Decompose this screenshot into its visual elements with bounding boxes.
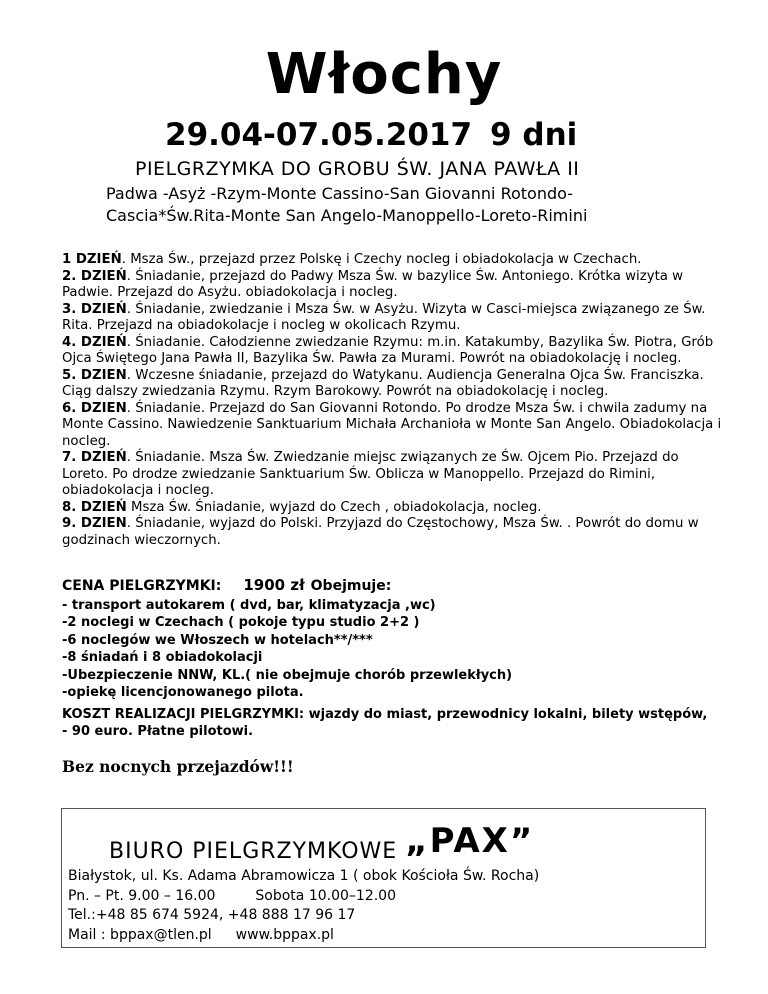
includes-item: -opiekę licencjonowanego pilota. xyxy=(62,685,304,700)
day-label: 5. DZIEN xyxy=(62,367,127,383)
itinerary-day xyxy=(62,252,722,269)
day-label: 8. DZIEŃ xyxy=(62,499,127,515)
day-label: 3. DZIEŃ xyxy=(62,301,127,317)
includes-label: Obejmuje: xyxy=(310,578,392,594)
route-line-1: Padwa -Asyż -Rzym-Monte Cassino-San Giovanni Rotondo- xyxy=(106,184,573,203)
pricing-section xyxy=(62,577,722,702)
day-text: . Śniadanie. Całodzienne zwiedzanie Rzymu: m.in. Katakumby, Bazylika Św. Piotra, Grób Ojca Świętego Jana Pawła II, Bazylika Św. Pawła za Murami. Powrót na obiadokolację i nocleg. xyxy=(62,334,714,366)
day-label: 6. DZIEN xyxy=(62,400,127,416)
price-label: CENA PIELGRZYMKI: xyxy=(62,578,222,594)
itinerary-day xyxy=(62,500,722,517)
itinerary-day xyxy=(62,302,722,335)
day-label: 2. DZIEŃ xyxy=(62,268,127,284)
itinerary-day xyxy=(62,269,722,302)
pilgrimage-subtitle: PIELGRZYMKA DO GROBU ŚW. JANA PAWŁA II xyxy=(135,158,580,180)
day-text: . Śniadanie, przejazd do Padwy Msza Św. w bazylice Św. Antoniego. Krótka wizyta w Padwie. Przejazd do Asyżu. obiadokolacja i nocleg. xyxy=(62,268,684,300)
day-text: . Śniadanie, zwiedzanie i Msza Św. w Asyżu. Wizyta w Casci-miejsca związanego ze Św. Rita. Przejazd na obiadokolacje i nocleg w okolicach Rzymu. xyxy=(62,301,706,333)
route-line-2: Cascia*Św.Rita-Monte San Angelo-Manoppello-Loreto-Rimini xyxy=(106,206,588,225)
costs-line-2: - 90 euro. Płatne pilotowi. xyxy=(62,724,254,739)
day-label: 7. DZIEŃ xyxy=(62,450,127,465)
day-text: . Śniadanie. Przejazd do San Giovanni Rotondo. Po drodze Msza Św. i chwila zadumy na Monte Cassino. Nawiedzenie Sanktuarium Michała Archanioła w Monte San Angelo. Obiadokolacja i nocleg. xyxy=(62,400,722,449)
pricing-header xyxy=(62,577,722,596)
day-text: . Śniadanie. Msza Św. Zwiedzanie miejsc związanych ze Św. Ojcem Pio. Przejazd do Loreto. Po drodze zwiedzanie Sanktuarium Św. Oblicza w Manoppello. Przejazd do Rimini, obiadokolacja i nocleg. xyxy=(62,450,679,498)
includes-item: -2 noclegi w Czechach ( pokoje typu studio 2+2 ) xyxy=(62,615,420,630)
day-text: . Wczesne śniadanie, przejazd do Watykanu. Audiencja Generalna Ojca Św. Franciszka. Ciąg dalszy zwiedzania Rzymu. Rzym Barokowy. Powrót na obiadokolację i nocleg. xyxy=(62,367,704,399)
itinerary-day xyxy=(62,401,722,451)
trip-dates: 29.04-07.05.2017 xyxy=(165,117,473,153)
itinerary-day xyxy=(62,450,722,500)
office-contact-box xyxy=(61,808,706,948)
day-text: . Śniadanie, wyjazd do Polski. Przyjazd do Częstochowy, Msza Św. . Powrót do domu w godzinach wieczornych. xyxy=(62,516,699,548)
office-info xyxy=(68,867,539,945)
trip-duration: 9 dni xyxy=(490,117,578,153)
office-brand: „PAX” xyxy=(405,821,535,861)
office-online xyxy=(68,926,539,946)
includes-item: -8 śniadań i 8 obiadokolacji xyxy=(62,650,263,665)
hours-weekday: Pn. – Pt. 9.00 – 16.00 xyxy=(68,887,216,904)
day-text: Msza Św. Śniadanie, wyjazd do Czech , obiadokolacja, nocleg. xyxy=(126,499,542,515)
itinerary-day xyxy=(62,516,722,549)
page-title: Włochy xyxy=(265,42,503,107)
additional-costs xyxy=(62,706,722,740)
day-label: 9. DZIEN xyxy=(62,516,127,531)
office-website: www.bppax.pl xyxy=(235,926,334,943)
route-summary xyxy=(106,183,587,227)
day-label: 1 DZIEŃ xyxy=(62,252,122,267)
office-address: Białystok, ul. Ks. Adama Abramowicza 1 ( obok Kościoła Św. Rocha) xyxy=(68,868,540,884)
price-amount: 1900 zł xyxy=(243,576,305,594)
includes-item: - transport autokarem ( dvd, bar, klimatyzacja ,wc) xyxy=(62,597,436,613)
itinerary-day xyxy=(62,368,722,401)
office-phone: Tel.:+48 85 674 5924, +48 888 17 96 17 xyxy=(68,907,356,923)
hours-saturday: Sobota 10.00–12.00 xyxy=(255,887,396,904)
costs-line-1: KOSZT REALIZACJI PIELGRZYMKI: wjazdy do miast, przewodnicy lokalni, bilety wstępów, xyxy=(62,707,708,722)
day-text: . Msza Św., przejazd przez Polskę i Czechy nocleg i obiadokolacja w Czechach. xyxy=(121,252,642,267)
includes-item: -Ubezpieczenie NNW, KL.( nie obejmuje chorób przewlekłych) xyxy=(62,667,513,683)
day-label: 4. DZIEŃ xyxy=(62,334,127,350)
office-email: Mail : bppax@tlen.pl xyxy=(68,926,212,943)
office-name-line xyxy=(109,821,535,867)
trip-dates-line xyxy=(165,117,577,153)
office-name: BIURO PIELGRZYMKOWE xyxy=(109,839,398,864)
itinerary xyxy=(62,252,722,549)
no-night-travel-note: Bez nocnych przejazdów!!! xyxy=(62,757,294,776)
itinerary-day xyxy=(62,335,722,368)
office-hours xyxy=(68,887,539,907)
includes-item: -6 noclegów we Włoszech w hotelach**/*** xyxy=(62,632,373,648)
